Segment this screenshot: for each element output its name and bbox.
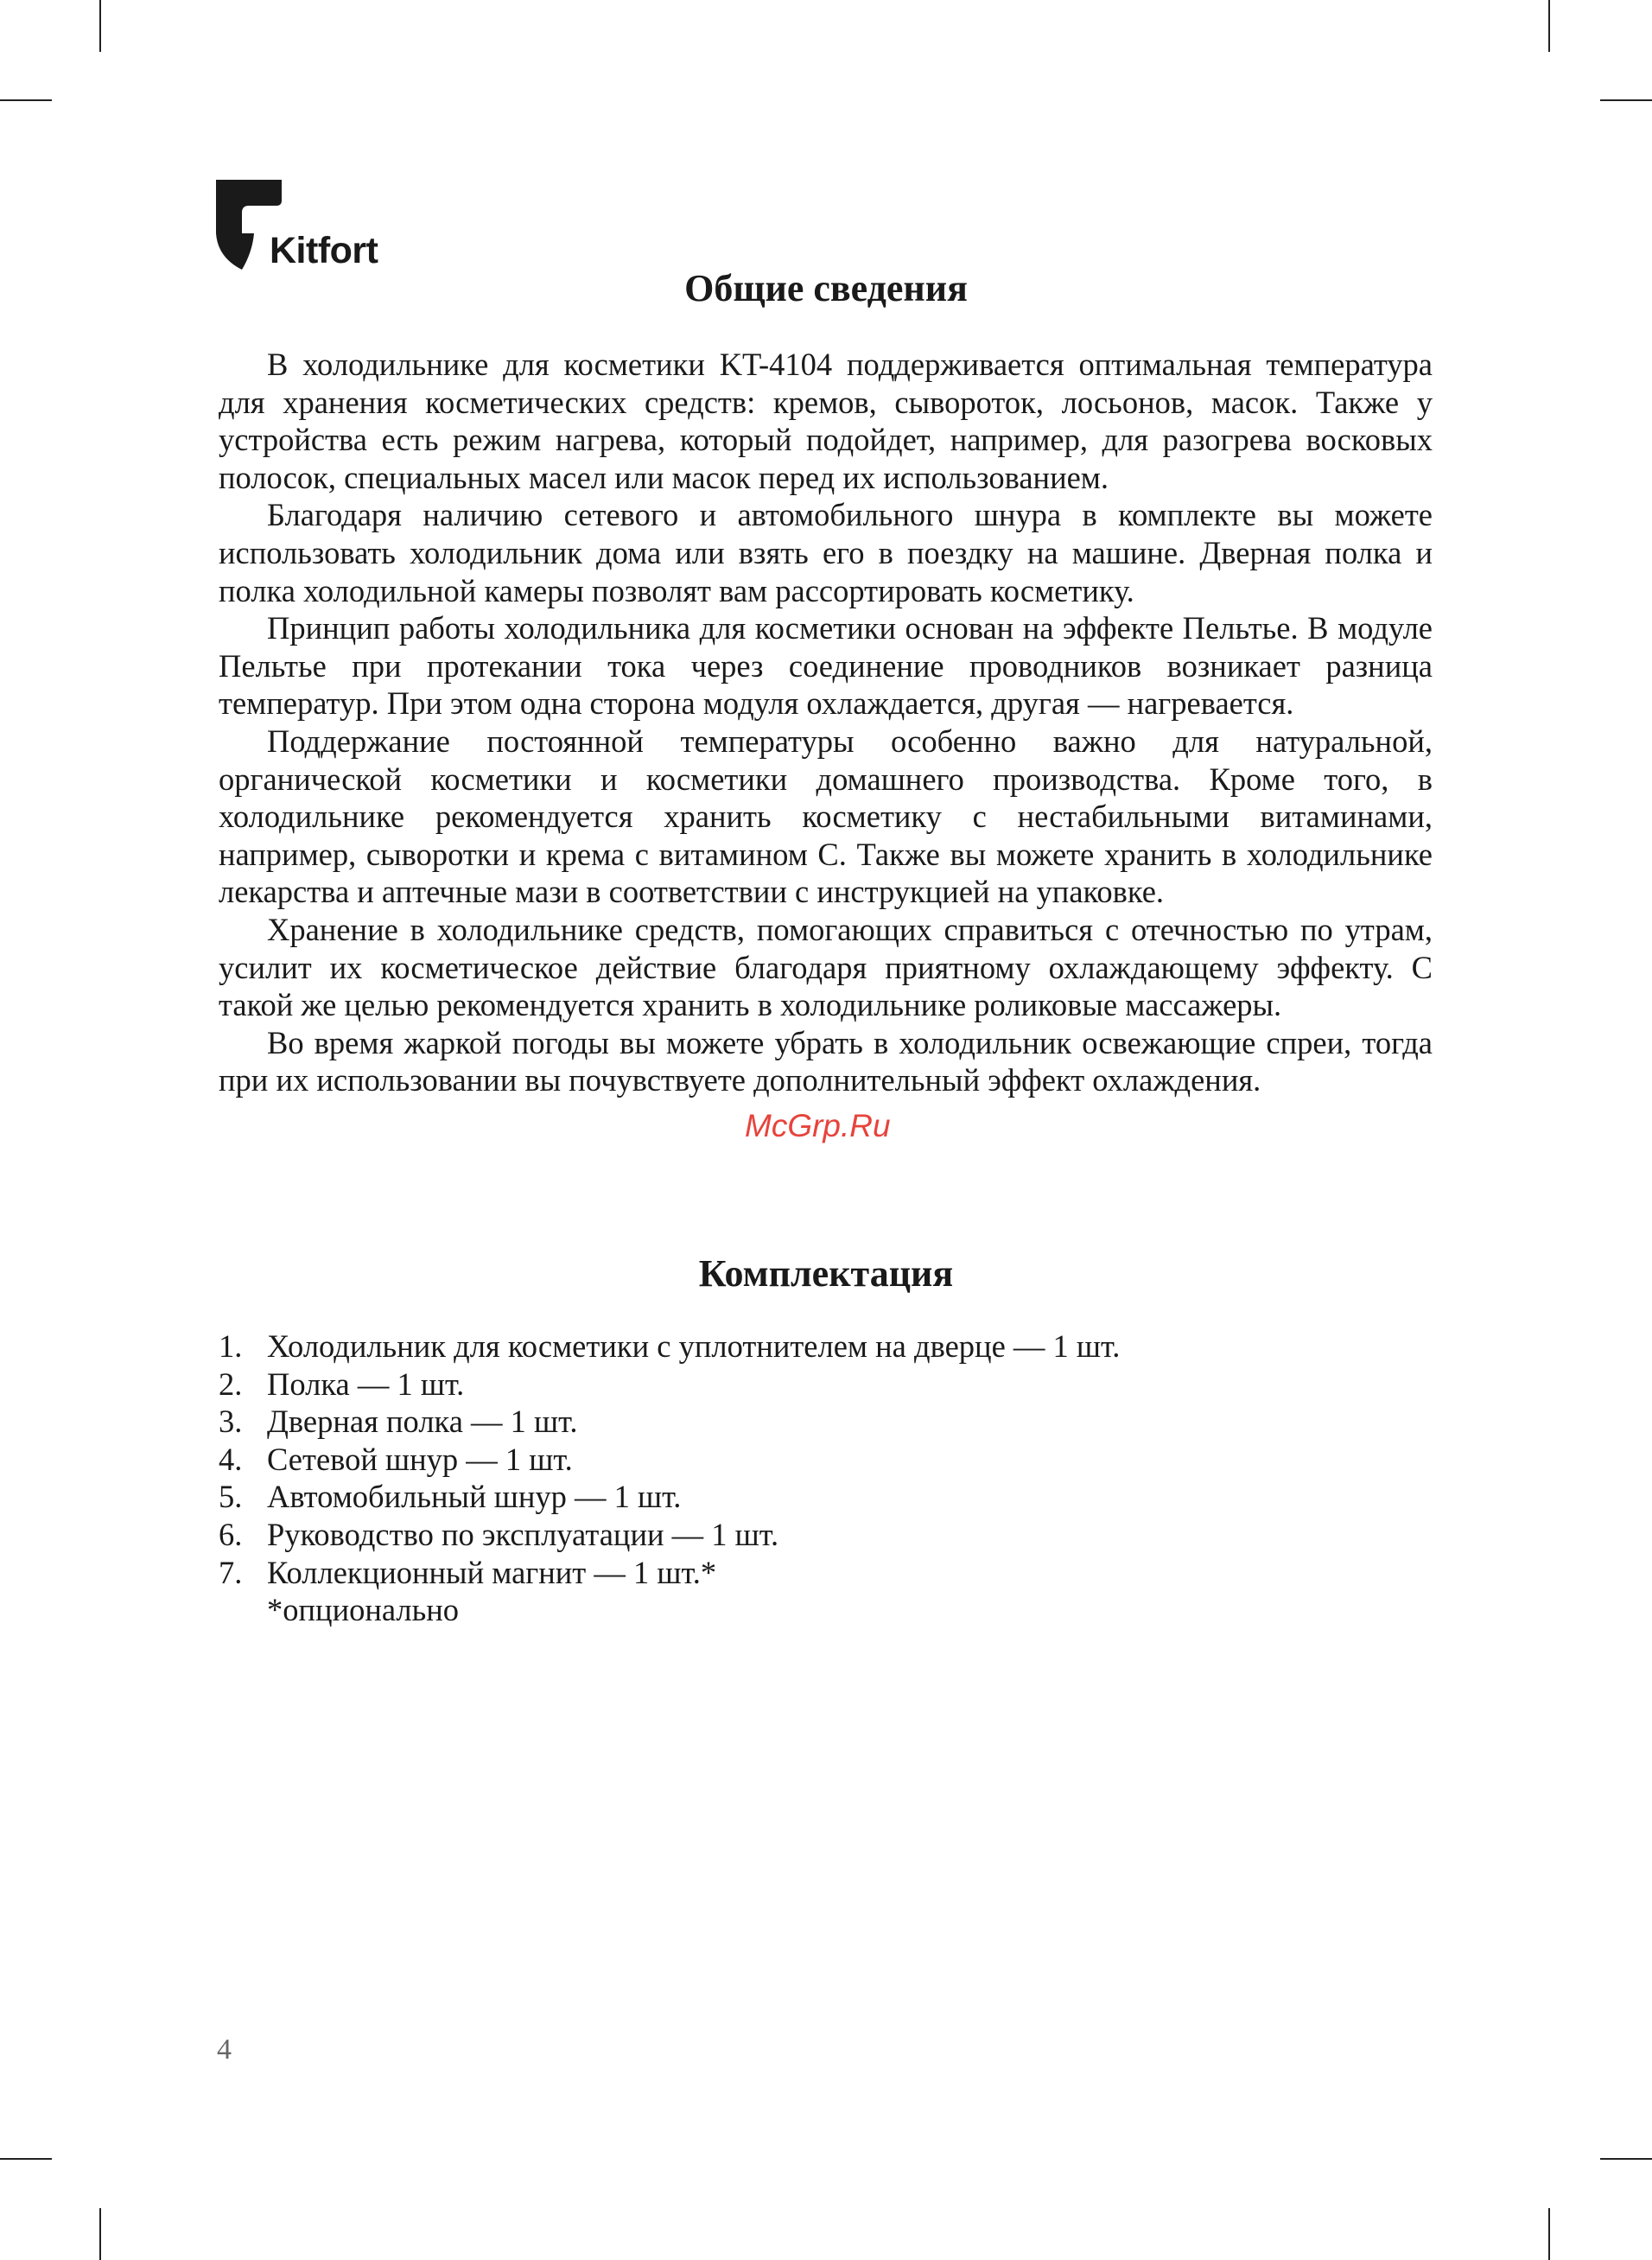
list-item [219,1441,1433,1479]
brand-name: Kitfort [270,230,378,271]
section-title-general: Общие сведения [684,267,968,309]
list-text: Полка — 1 шт. [267,1366,465,1402]
paragraph: В холодильнике для косметики KT-4104 поддерживается оптимальная температура для хранения косметических средств: кремов, сывороток, лосьонов, масок. Также у устройства есть режим нагрева, который подойдет, например, для разогрева восковых полосок, специальных масел или масок перед их использованием. [219,347,1433,495]
contents-list [219,1327,1433,1629]
crop-mark [0,2158,52,2160]
list-number: 7. [219,1554,243,1590]
list-item [219,1366,1433,1404]
list-number: 1. [219,1328,243,1364]
list-item [219,1554,1433,1592]
crop-mark [0,99,52,101]
list-text: Руководство по эксплуатации — 1 шт. [267,1516,779,1552]
paragraph: Поддержание постоянной температуры особенно важно для натуральной, органической косметики и косметики домашнего производства. Кроме того, в холодильнике рекомендуется хранить косметику с нестабильными витаминами, например, сыворотки и крема с витамином С. Также вы можете хранить в холодильнике лекарства и аптечные мази в соответствии с инструкцией на упаковке. [219,723,1433,910]
general-text [219,346,1433,1099]
list-number: 3. [219,1404,243,1440]
paragraph: Принцип работы холодильника для косметики основан на эффекте Пельтье. В модуле Пельтье при протекании тока через соединение проводников возникает разница температур. При этом одна сторона модуля охлаждается, другая — нагревается. [219,610,1433,722]
list-number: 6. [219,1516,243,1552]
crop-mark [99,0,101,52]
paragraph: Во время жаркой погоды вы можете убрать в холодильник освежающие спреи, тогда при их использовании вы почувствуете дополнительный эффект охлаждения. [219,1024,1433,1098]
list-item [219,1327,1433,1366]
list-number: 2. [219,1366,243,1402]
list-text: Автомобильный шнур — 1 шт. [267,1479,682,1515]
list-text: Дверная полка — 1 шт. [267,1404,578,1440]
list-text: Холодильник для косметики с уплотнителем на дверце — 1 шт. [267,1328,1121,1364]
footnote: *опционально [267,1592,460,1628]
paragraph: Хранение в холодильнике средств, помогающих справиться с отечностью по утрам, усилит их косметическое действие благодаря приятному охлаждающему эффекту. С такой же целью рекомендуется хранить в холодильнике роликовые массажеры. [219,911,1433,1023]
crop-mark [99,2208,101,2260]
list-number: 4. [219,1441,243,1477]
brand-logo [216,180,406,275]
list-item [219,1403,1433,1441]
list-text: Сетевой шнур — 1 шт. [267,1441,573,1477]
list-item [219,1516,1433,1554]
list-text: Коллекционный магнит — 1 шт.* [267,1554,717,1590]
crop-mark [1600,2158,1652,2160]
watermark: McGrp.Ru [745,1108,891,1143]
crop-mark [1548,2208,1550,2260]
crop-mark [1548,0,1550,52]
paragraph: Благодаря наличию сетевого и автомобильного шнура в комплекте вы можете использовать холодильник дома или взять его в поездку на машине. Дверная полка и полка холодильной камеры позволят вам рассортировать косметику. [219,497,1433,608]
crop-mark [1600,99,1652,101]
list-number: 5. [219,1479,243,1515]
page-number: 4 [217,2034,232,2066]
list-item [219,1478,1433,1516]
section-title-contents: Комплектация [698,1252,954,1295]
